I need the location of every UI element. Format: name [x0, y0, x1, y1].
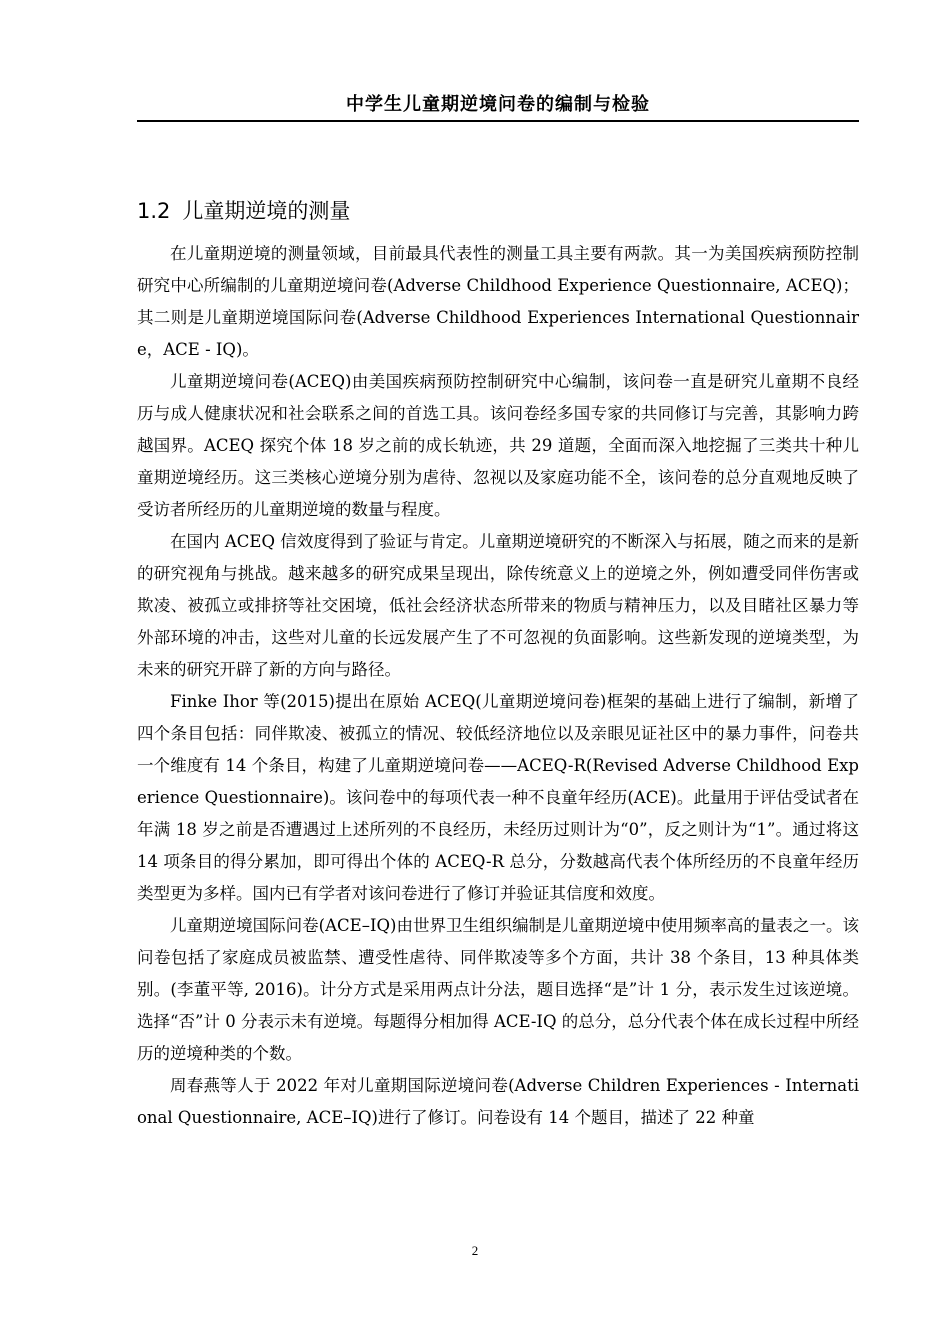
header-rule: [137, 120, 859, 122]
section-number: 1.2: [137, 199, 171, 223]
section-title: 儿童期逆境的测量: [182, 199, 351, 223]
paragraph-5: 儿童期逆境国际问卷(ACE–IQ)由世界卫生组织编制是儿童期逆境中使用频率高的量表之一。该问卷包括了家庭成员被监禁、遭受性虐待、同伴欺凌等多个方面，共计 38 个条目，13 种具体类别。(李董平等, 2016)。计分方式是采用两点计分法，题目选择“是”计 1 分，表示发生过该逆境。选择“否”计 0 分表示未有逆境。每题得分相加得 ACE-IQ 的总分，总分代表个体在成长过程中所经历的逆境种类的个数。: [137, 916, 859, 1063]
paragraph-2: 儿童期逆境问卷(ACEQ)由美国疾病预防控制研究中心编制，该问卷一直是研究儿童期不良经历与成人健康状况和社会联系之间的首选工具。该问卷经多国专家的共同修订与完善，其影响力跨越国界。ACEQ 探究个体 18 岁之前的成长轨迹，共 29 道题，全面而深入地挖掘了三类共十种儿童期逆境经历。这三类核心逆境分别为虐待、忽视以及家庭功能不全，该问卷的总分直观地反映了受访者所经历的儿童期逆境的数量与程度。: [137, 372, 859, 519]
paragraph-6: 周春燕等人于 2022 年对儿童期国际逆境问卷(Adverse Children Experiences - International Questionnaire, ACE–IQ)进行了修订。问卷设有 14 个题目，描述了 22 种童: [137, 1076, 859, 1127]
paragraph-3: 在国内 ACEQ 信效度得到了验证与肯定。儿童期逆境研究的不断深入与拓展，随之而来的是新的研究视角与挑战。越来越多的研究成果呈现出，除传统意义上的逆境之外，例如遭受同伴伤害或欺凌、被孤立或排挤等社交困境，低社会经济状态所带来的物质与精神压力，以及目睹社区暴力等外部环境的冲击，这些对儿童的长远发展产生了不可忽视的负面影响。这些新发现的逆境类型，为未来的研究开辟了新的方向与路径。: [137, 532, 859, 679]
paragraph-1: 在儿童期逆境的测量领域，目前最具代表性的测量工具主要有两款。其一为美国疾病预防控制研究中心所编制的儿童期逆境问卷(Adverse Childhood Experience Questionnaire, ACEQ)；其二则是儿童期逆境国际问卷(Adverse Childhood Experiences International Questionnaire，ACE - IQ)。: [137, 244, 859, 359]
body-text: [137, 238, 859, 1134]
paragraph-4: Finke Ihor 等(2015)提出在原始 ACEQ(儿童期逆境问卷)框架的基础上进行了编制，新增了四个条目包括：同伴欺凌、被孤立的情况、较低经济地位以及亲眼见证社区中的暴力事件，问卷共一个维度有 14 个条目，构建了儿童期逆境问卷——ACEQ-R(Revised Adverse Childhood Experience Questionnaire)。该问卷中的每项代表一种不良童年经历(ACE)。此量用于评估受试者在年满 18 岁之前是否遭遇过上述所列的不良经历，未经历过则计为“0”，反之则计为“1”。通过将这 14 项条目的得分累加，即可得出个体的 ACEQ-R 总分，分数越高代表个体所经历的不良童年经历类型更为多样。国内已有学者对该问卷进行了修订并验证其信度和效度。: [137, 692, 859, 903]
section-heading: [137, 196, 350, 226]
page-number: 2: [471, 1243, 479, 1258]
running-header-title: 中学生儿童期逆境问卷的编制与检验: [346, 94, 650, 115]
